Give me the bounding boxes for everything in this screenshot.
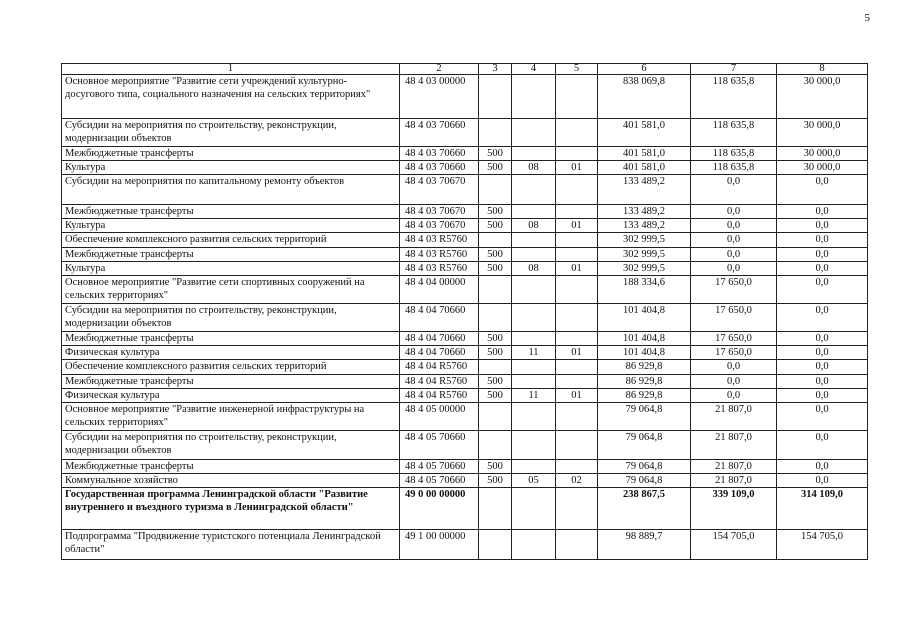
table-row — [62, 460, 868, 474]
cell-vr: 500 — [479, 375, 512, 389]
cell-name: Межбюджетные трансферты — [62, 332, 400, 346]
table-row — [62, 205, 868, 219]
cell-pr: 02 — [556, 474, 598, 488]
cell-pr — [556, 460, 598, 474]
table-row — [62, 360, 868, 375]
cell-value-3: 154 705,0 — [777, 530, 868, 560]
header-cell: 1 — [62, 64, 400, 75]
cell-vr: 500 — [479, 332, 512, 346]
cell-value-1: 101 404,8 — [598, 304, 691, 332]
cell-value-2: 118 635,8 — [691, 75, 777, 119]
cell-value-3: 314 109,0 — [777, 488, 868, 530]
cell-name: Обеспечение комплексного развития сельских территорий — [62, 360, 400, 375]
cell-rz — [512, 460, 556, 474]
cell-name: Культура — [62, 219, 400, 233]
cell-rz — [512, 248, 556, 262]
cell-value-1: 838 069,8 — [598, 75, 691, 119]
cell-code: 48 4 04 70660 — [400, 346, 479, 360]
cell-vr — [479, 360, 512, 375]
cell-value-3: 0,0 — [777, 360, 868, 375]
cell-value-3: 0,0 — [777, 304, 868, 332]
cell-value-1: 401 581,0 — [598, 147, 691, 161]
table-row — [62, 389, 868, 403]
cell-rz: 08 — [512, 219, 556, 233]
cell-value-1: 86 929,8 — [598, 360, 691, 375]
cell-name: Межбюджетные трансферты — [62, 375, 400, 389]
table-row — [62, 346, 868, 360]
cell-value-3: 30 000,0 — [777, 161, 868, 175]
cell-code: 48 4 04 R5760 — [400, 360, 479, 375]
header-cell: 3 — [479, 64, 512, 75]
header-cell: 5 — [556, 64, 598, 75]
cell-value-3: 0,0 — [777, 233, 868, 248]
cell-vr: 500 — [479, 346, 512, 360]
cell-rz — [512, 360, 556, 375]
cell-code: 48 4 04 00000 — [400, 276, 479, 304]
cell-value-3: 0,0 — [777, 248, 868, 262]
cell-value-2: 21 807,0 — [691, 474, 777, 488]
cell-code: 48 4 04 70660 — [400, 332, 479, 346]
cell-value-1: 79 064,8 — [598, 431, 691, 460]
cell-value-2: 0,0 — [691, 389, 777, 403]
cell-code: 48 4 05 70660 — [400, 460, 479, 474]
cell-value-2: 17 650,0 — [691, 346, 777, 360]
cell-value-3: 0,0 — [777, 346, 868, 360]
cell-pr — [556, 375, 598, 389]
cell-vr: 500 — [479, 474, 512, 488]
cell-name: Субсидии на мероприятия по капитальному ремонту объектов — [62, 175, 400, 205]
cell-value-2: 118 635,8 — [691, 161, 777, 175]
cell-value-3: 0,0 — [777, 276, 868, 304]
cell-value-2: 118 635,8 — [691, 119, 777, 147]
cell-name: Межбюджетные трансферты — [62, 147, 400, 161]
cell-vr — [479, 233, 512, 248]
cell-rz — [512, 304, 556, 332]
table-row — [62, 248, 868, 262]
cell-vr — [479, 403, 512, 431]
cell-rz — [512, 205, 556, 219]
header-cell: 7 — [691, 64, 777, 75]
cell-rz — [512, 332, 556, 346]
table-row — [62, 119, 868, 147]
cell-value-3: 0,0 — [777, 431, 868, 460]
header-row — [62, 64, 868, 75]
cell-rz — [512, 530, 556, 560]
cell-code: 48 4 03 00000 — [400, 75, 479, 119]
cell-name: Субсидии на мероприятия по строительству, реконструкции, модернизации объектов — [62, 431, 400, 460]
cell-name: Коммунальное хозяйство — [62, 474, 400, 488]
cell-rz: 11 — [512, 389, 556, 403]
cell-value-1: 101 404,8 — [598, 332, 691, 346]
table-row — [62, 431, 868, 460]
cell-code: 48 4 05 70660 — [400, 474, 479, 488]
cell-value-2: 0,0 — [691, 360, 777, 375]
table-row — [62, 332, 868, 346]
page-number: 5 — [864, 12, 870, 24]
cell-rz — [512, 488, 556, 530]
cell-pr — [556, 205, 598, 219]
cell-value-3: 0,0 — [777, 375, 868, 389]
cell-rz — [512, 175, 556, 205]
cell-value-1: 79 064,8 — [598, 474, 691, 488]
cell-pr — [556, 360, 598, 375]
cell-value-1: 401 581,0 — [598, 119, 691, 147]
cell-value-1: 101 404,8 — [598, 346, 691, 360]
cell-rz: 11 — [512, 346, 556, 360]
cell-pr — [556, 233, 598, 248]
cell-code: 49 0 00 00000 — [400, 488, 479, 530]
cell-name: Основное мероприятие "Развитие сети учреждений культурно-досугового типа, социального назначения на сельских территориях" — [62, 75, 400, 119]
cell-value-1: 238 867,5 — [598, 488, 691, 530]
cell-vr — [479, 75, 512, 119]
table-row — [62, 161, 868, 175]
cell-vr — [479, 431, 512, 460]
cell-pr — [556, 304, 598, 332]
cell-name: Подпрограмма "Продвижение туристского потенциала Ленинградской области" — [62, 530, 400, 560]
cell-value-1: 133 489,2 — [598, 175, 691, 205]
cell-vr: 500 — [479, 262, 512, 276]
cell-value-1: 188 334,6 — [598, 276, 691, 304]
cell-name: Основное мероприятие "Развитие сети спортивных сооружений на сельских территориях" — [62, 276, 400, 304]
cell-code: 48 4 05 70660 — [400, 431, 479, 460]
cell-value-3: 0,0 — [777, 474, 868, 488]
cell-value-1: 86 929,8 — [598, 375, 691, 389]
table-row — [62, 530, 868, 560]
cell-vr: 500 — [479, 389, 512, 403]
cell-name: Физическая культура — [62, 389, 400, 403]
cell-value-2: 21 807,0 — [691, 403, 777, 431]
table-row — [62, 375, 868, 389]
cell-value-2: 17 650,0 — [691, 304, 777, 332]
cell-value-1: 98 889,7 — [598, 530, 691, 560]
cell-code: 48 4 04 R5760 — [400, 375, 479, 389]
cell-name: Межбюджетные трансферты — [62, 205, 400, 219]
cell-pr: 01 — [556, 161, 598, 175]
cell-name: Обеспечение комплексного развития сельских территорий — [62, 233, 400, 248]
cell-vr: 500 — [479, 219, 512, 233]
cell-value-2: 0,0 — [691, 219, 777, 233]
header-cell: 4 — [512, 64, 556, 75]
cell-value-2: 118 635,8 — [691, 147, 777, 161]
cell-value-3: 0,0 — [777, 460, 868, 474]
table-row — [62, 276, 868, 304]
cell-vr — [479, 488, 512, 530]
cell-rz: 08 — [512, 262, 556, 276]
cell-value-1: 79 064,8 — [598, 460, 691, 474]
cell-name: Культура — [62, 262, 400, 276]
cell-rz — [512, 403, 556, 431]
cell-value-1: 302 999,5 — [598, 248, 691, 262]
table-row — [62, 233, 868, 248]
cell-value-3: 0,0 — [777, 175, 868, 205]
cell-rz — [512, 233, 556, 248]
cell-name: Физическая культура — [62, 346, 400, 360]
cell-code: 48 4 05 00000 — [400, 403, 479, 431]
cell-value-3: 0,0 — [777, 205, 868, 219]
cell-value-2: 17 650,0 — [691, 332, 777, 346]
cell-value-2: 21 807,0 — [691, 431, 777, 460]
cell-pr: 01 — [556, 219, 598, 233]
cell-name: Межбюджетные трансферты — [62, 460, 400, 474]
cell-value-2: 17 650,0 — [691, 276, 777, 304]
table-row — [62, 262, 868, 276]
cell-rz — [512, 375, 556, 389]
cell-code: 48 4 03 70660 — [400, 119, 479, 147]
cell-pr — [556, 75, 598, 119]
cell-value-2: 0,0 — [691, 175, 777, 205]
cell-code: 48 4 03 70660 — [400, 147, 479, 161]
cell-code: 48 4 03 70670 — [400, 175, 479, 205]
cell-code: 48 4 03 70670 — [400, 205, 479, 219]
cell-code: 49 1 00 00000 — [400, 530, 479, 560]
header-cell: 8 — [777, 64, 868, 75]
table-row — [62, 219, 868, 233]
cell-name: Межбюджетные трансферты — [62, 248, 400, 262]
cell-code: 48 4 03 70670 — [400, 219, 479, 233]
cell-value-2: 0,0 — [691, 233, 777, 248]
cell-rz — [512, 276, 556, 304]
cell-pr — [556, 530, 598, 560]
cell-value-2: 0,0 — [691, 375, 777, 389]
cell-value-2: 339 109,0 — [691, 488, 777, 530]
cell-code: 48 4 03 R5760 — [400, 233, 479, 248]
cell-value-3: 0,0 — [777, 262, 868, 276]
table-row — [62, 175, 868, 205]
cell-pr — [556, 119, 598, 147]
cell-value-3: 30 000,0 — [777, 119, 868, 147]
cell-value-1: 133 489,2 — [598, 219, 691, 233]
cell-code: 48 4 03 R5760 — [400, 262, 479, 276]
cell-value-2: 0,0 — [691, 262, 777, 276]
header-cell: 2 — [400, 64, 479, 75]
cell-value-3: 0,0 — [777, 389, 868, 403]
cell-vr: 500 — [479, 161, 512, 175]
cell-code: 48 4 04 R5760 — [400, 389, 479, 403]
cell-vr: 500 — [479, 460, 512, 474]
cell-code: 48 4 03 70660 — [400, 161, 479, 175]
cell-name: Культура — [62, 161, 400, 175]
table-row — [62, 474, 868, 488]
cell-vr — [479, 304, 512, 332]
cell-value-1: 401 581,0 — [598, 161, 691, 175]
cell-name: Государственная программа Ленинградской области "Развитие внутреннего и въездного туризма в Ленинградской области" — [62, 488, 400, 530]
cell-value-3: 30 000,0 — [777, 75, 868, 119]
header-cell: 6 — [598, 64, 691, 75]
cell-value-2: 21 807,0 — [691, 460, 777, 474]
table-row — [62, 75, 868, 119]
table-row — [62, 488, 868, 530]
cell-pr — [556, 147, 598, 161]
cell-value-1: 302 999,5 — [598, 233, 691, 248]
cell-pr — [556, 276, 598, 304]
cell-rz — [512, 75, 556, 119]
cell-value-1: 133 489,2 — [598, 205, 691, 219]
table-row — [62, 304, 868, 332]
cell-pr — [556, 175, 598, 205]
cell-value-3: 0,0 — [777, 403, 868, 431]
cell-name: Основное мероприятие "Развитие инженерной инфраструктуры на сельских территориях" — [62, 403, 400, 431]
cell-value-1: 302 999,5 — [598, 262, 691, 276]
cell-code: 48 4 03 R5760 — [400, 248, 479, 262]
cell-rz — [512, 119, 556, 147]
cell-rz — [512, 431, 556, 460]
cell-pr — [556, 488, 598, 530]
cell-value-3: 30 000,0 — [777, 147, 868, 161]
cell-pr: 01 — [556, 389, 598, 403]
cell-vr — [479, 276, 512, 304]
table-row — [62, 147, 868, 161]
cell-pr — [556, 431, 598, 460]
cell-value-1: 86 929,8 — [598, 389, 691, 403]
cell-vr: 500 — [479, 147, 512, 161]
cell-rz: 05 — [512, 474, 556, 488]
cell-pr — [556, 248, 598, 262]
cell-pr — [556, 403, 598, 431]
cell-vr: 500 — [479, 205, 512, 219]
cell-pr: 01 — [556, 262, 598, 276]
table-row — [62, 403, 868, 431]
cell-pr — [556, 332, 598, 346]
cell-value-2: 0,0 — [691, 205, 777, 219]
cell-value-2: 154 705,0 — [691, 530, 777, 560]
cell-rz: 08 — [512, 161, 556, 175]
cell-vr: 500 — [479, 248, 512, 262]
cell-value-3: 0,0 — [777, 332, 868, 346]
cell-value-1: 79 064,8 — [598, 403, 691, 431]
cell-pr: 01 — [556, 346, 598, 360]
cell-name: Субсидии на мероприятия по строительству, реконструкции, модернизации объектов — [62, 304, 400, 332]
cell-code: 48 4 04 70660 — [400, 304, 479, 332]
cell-name: Субсидии на мероприятия по строительству, реконструкции, модернизации объектов — [62, 119, 400, 147]
cell-rz — [512, 147, 556, 161]
cell-vr — [479, 530, 512, 560]
budget-table — [61, 63, 868, 560]
cell-vr — [479, 119, 512, 147]
cell-value-2: 0,0 — [691, 248, 777, 262]
cell-vr — [479, 175, 512, 205]
cell-value-3: 0,0 — [777, 219, 868, 233]
